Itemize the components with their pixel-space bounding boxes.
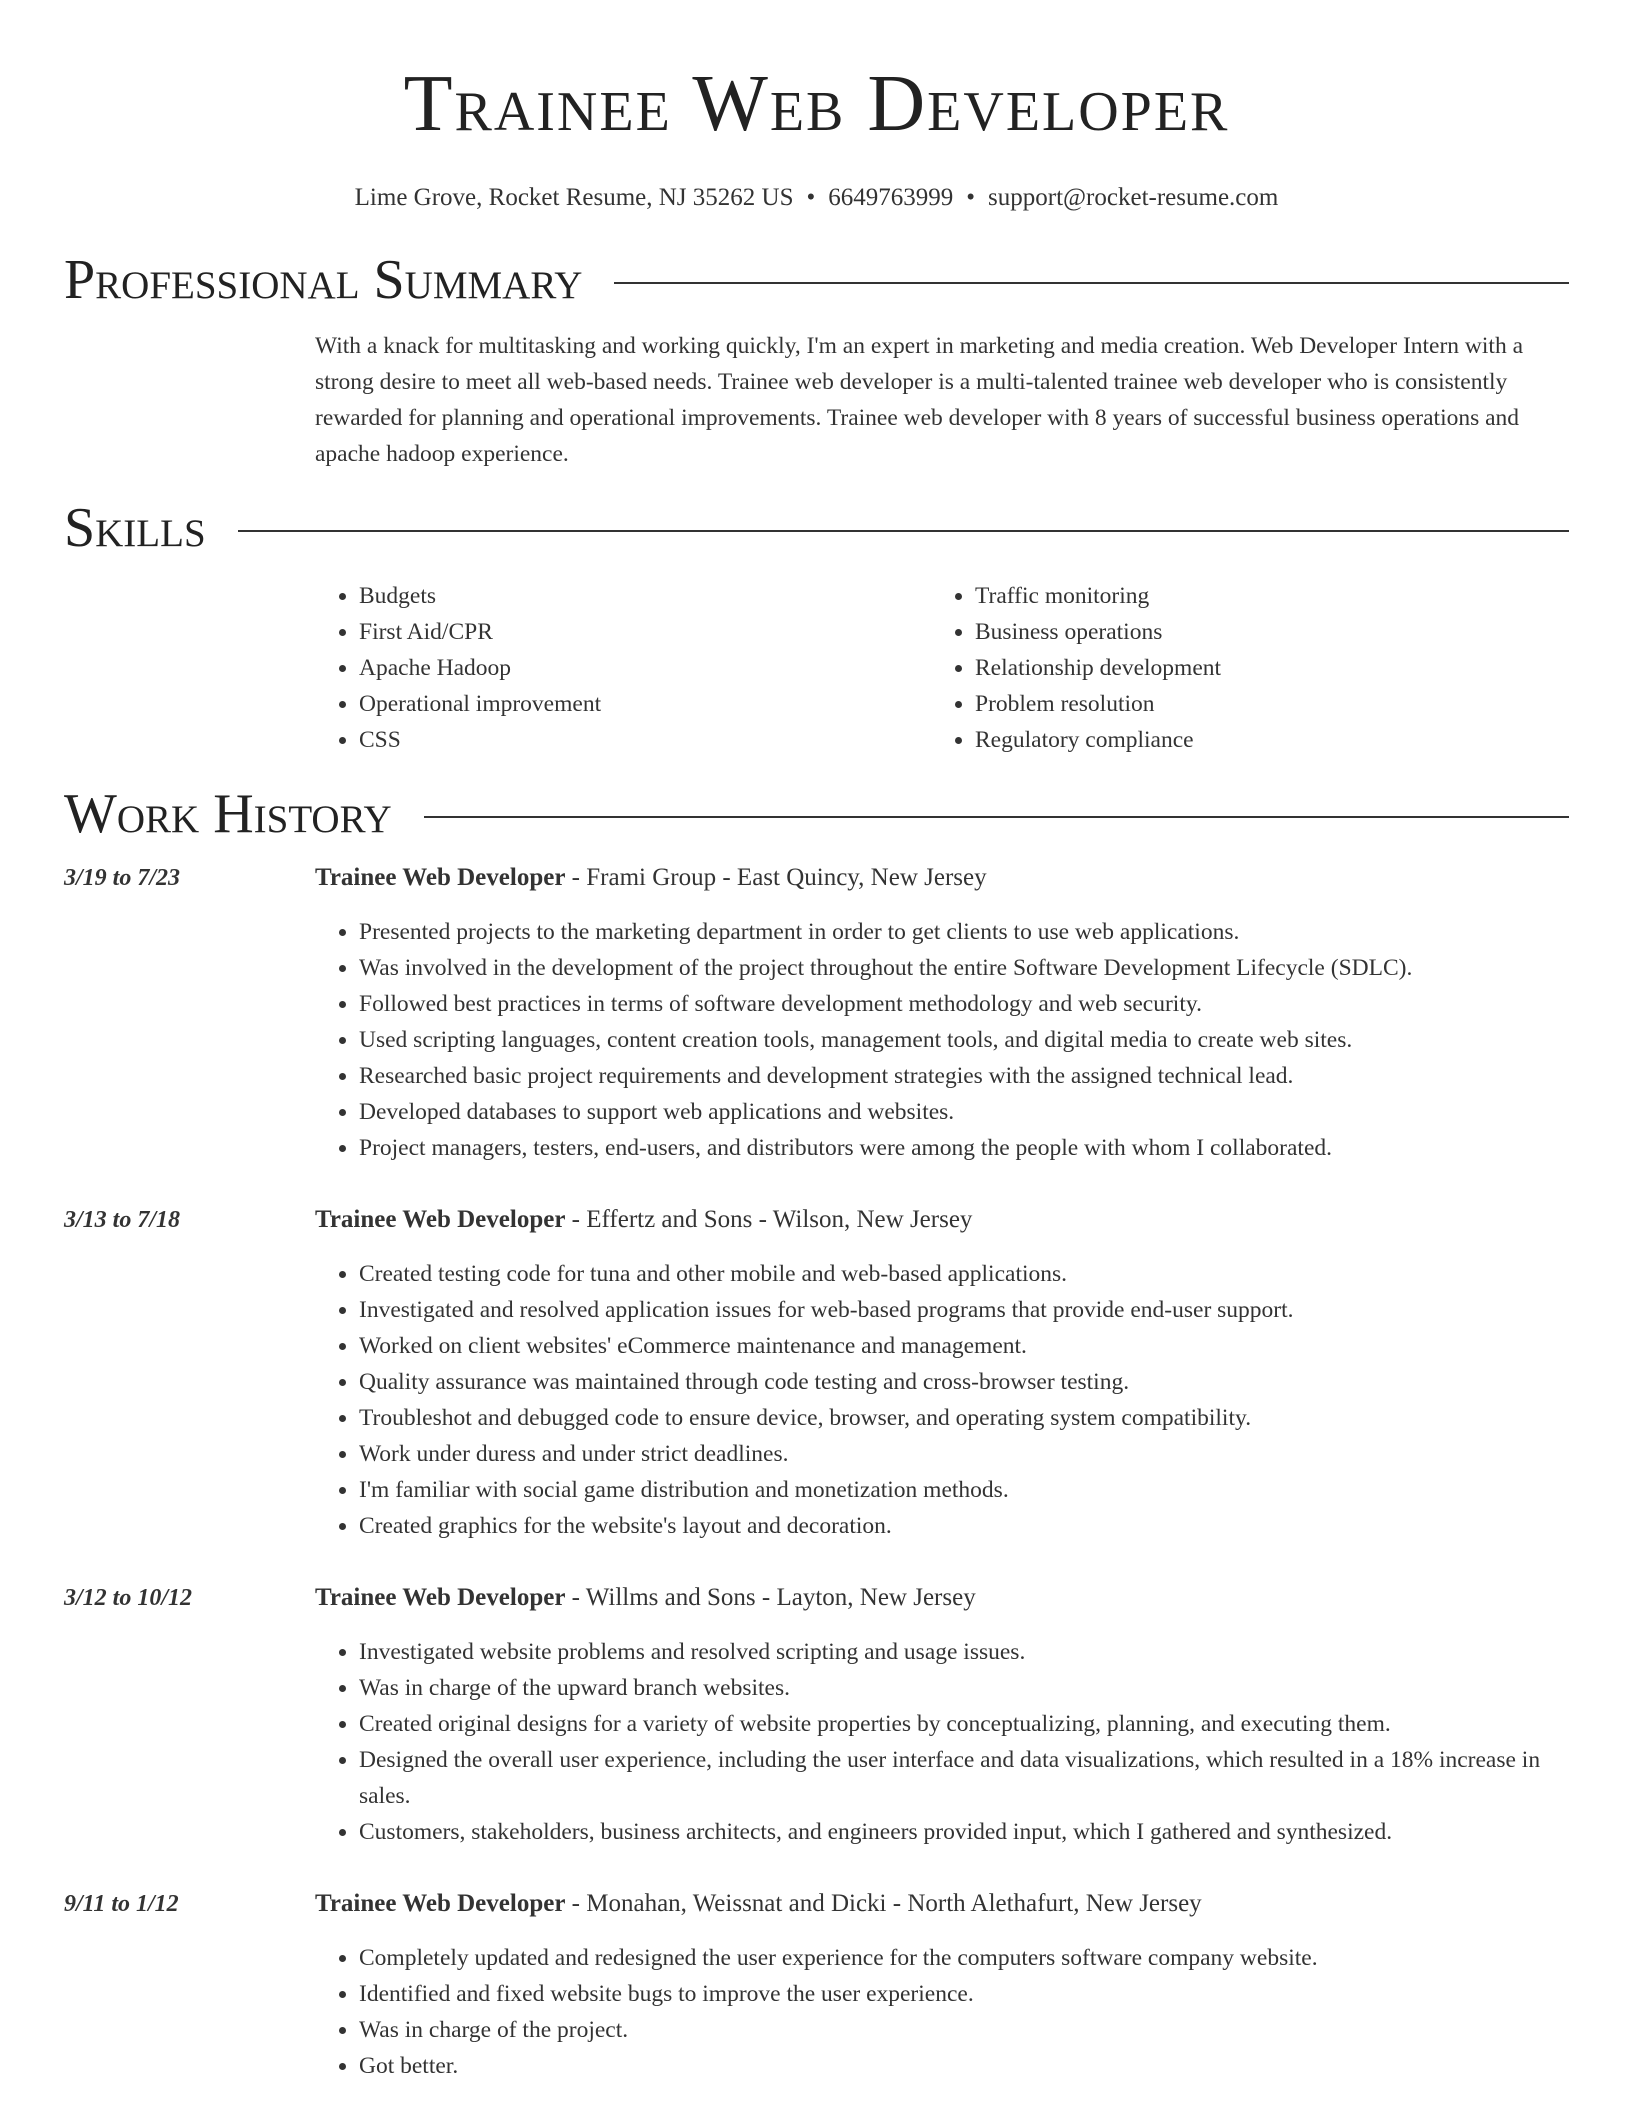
skill-item: • Budgets [359,578,931,614]
job-header [64,1886,1569,1922]
skills-column-left [315,578,931,758]
job-title: Trainee Web Developer [315,864,566,891]
skills-column-right [931,578,1569,758]
job-entry [64,1580,1569,1850]
job-dates: 3/19 to 7/23 [64,865,181,891]
job-bullets [64,1634,1569,1850]
skill-item: • Problem resolution [975,686,1569,722]
job-bullet: • Project managers, testers, end-users, and distributors were among the people with whom I collaborated. [359,1130,1569,1166]
section-title: Work History [64,783,392,845]
job-bullet: • Was involved in the development of the project throughout the entire Software Development Lifecycle (SDLC). [359,950,1569,986]
job-bullet: • Researched basic project requirements and development strategies with the assigned technical lead. [359,1058,1569,1094]
job-entry [64,1886,1569,2084]
job-bullet: • Quality assurance was maintained through code testing and cross-browser testing. [359,1364,1569,1400]
job-bullet: • Worked on client websites' eCommerce maintenance and management. [359,1328,1569,1364]
job-title: Trainee Web Developer [315,1584,566,1611]
section-rule [424,816,1569,818]
section-rule [614,282,1569,284]
job-header [64,860,1569,896]
job-header [64,1580,1569,1616]
job-bullet: • Customers, stakeholders, business architects, and engineers provided input, which I gathered and synthesized. [359,1814,1569,1850]
job-bullets [64,1256,1569,1544]
contact-address: Lime Grove, Rocket Resume, NJ 35262 US [354,184,794,211]
job-title: Trainee Web Developer [315,1890,566,1917]
job-bullet: • Developed databases to support web applications and websites. [359,1094,1569,1130]
skills-list [315,578,1569,758]
job-title: Trainee Web Developer [315,1206,566,1233]
section-title: Professional Summary [64,249,583,311]
job-title-line [315,1886,1202,1922]
job-entry [64,1202,1569,1544]
job-dates: 9/11 to 1/12 [64,1891,179,1917]
skill-item: • Traffic monitoring [975,578,1569,614]
summary-text: With a knack for multitasking and working quickly, I'm an expert in marketing and media creation. Web Developer Intern with a strong desire to meet all web-based needs. Trainee web developer is a multi-talented trainee web developer who is consistently rewarded for planning and operational improvements. Trainee web developer with 8 years of successful business operations and apache hadoop experience. [315,333,1524,467]
job-bullet: • Was in charge of the upward branch websites. [359,1670,1569,1706]
section-title: Skills [64,497,206,559]
job-bullet: • Identified and fixed website bugs to improve the user experience. [359,1976,1569,2012]
skill-item: • Relationship development [975,650,1569,686]
job-title-line [315,1580,976,1616]
job-header [64,1202,1569,1238]
work-history-heading [64,782,1569,846]
job-bullets [64,1940,1569,2084]
section-rule [238,530,1569,532]
job-bullet: • Investigated and resolved application issues for web-based programs that provide end-user support. [359,1292,1569,1328]
job-title-line [315,1202,972,1238]
job-employer: - Frami Group - East Quincy, New Jersey [565,864,987,891]
job-employer: - Effertz and Sons - Wilson, New Jersey [565,1206,973,1233]
job-employer: - Monahan, Weissnat and Dicki - North Alethafurt, New Jersey [565,1890,1202,1917]
professional-summary-heading [64,248,1569,312]
contact-email: support@rocket-resume.com [988,184,1279,211]
job-bullet: • Presented projects to the marketing department in order to get clients to use web applications. [359,914,1569,950]
skill-item: • Operational improvement [359,686,931,722]
job-bullet: • Followed best practices in terms of software development methodology and web security. [359,986,1569,1022]
skill-item: • Regulatory compliance [975,722,1569,758]
job-bullet: • Completely updated and redesigned the user experience for the computers software company website. [359,1940,1569,1976]
job-dates: 3/13 to 7/18 [64,1207,181,1233]
contact-separator: • [806,184,816,211]
contact-phone: 6649763999 [828,184,954,211]
job-bullet: • Created graphics for the website's layout and decoration. [359,1508,1569,1544]
job-bullet: • Investigated website problems and resolved scripting and usage issues. [359,1634,1569,1670]
job-entry [64,860,1569,1166]
job-bullet: • Was in charge of the project. [359,2012,1569,2048]
job-bullet: • Used scripting languages, content creation tools, management tools, and digital media to create web sites. [359,1022,1569,1058]
contact-separator: • [966,184,976,211]
job-bullet: • Work under duress and under strict deadlines. [359,1436,1569,1472]
job-bullet: • Created testing code for tuna and other mobile and web-based applications. [359,1256,1569,1292]
job-bullet: • Created original designs for a variety of website properties by conceptualizing, planning, and executing them. [359,1706,1569,1742]
job-employer: - Willms and Sons - Layton, New Jersey [565,1584,976,1611]
skills-heading [64,496,1569,560]
contact-line [64,182,1569,214]
skill-item: • First Aid/CPR [359,614,931,650]
job-bullet: • Got better. [359,2048,1569,2084]
job-bullet: • Troubleshot and debugged code to ensure device, browser, and operating system compatibility. [359,1400,1569,1436]
job-title-line [315,860,987,896]
job-bullets [64,914,1569,1166]
skill-item: • Business operations [975,614,1569,650]
job-dates: 3/12 to 10/12 [64,1585,193,1611]
skill-item: • Apache Hadoop [359,650,931,686]
skill-item: • CSS [359,722,931,758]
resume-name: Trainee Web Developer [403,60,1230,148]
job-bullet: • I'm familiar with social game distribution and monetization methods. [359,1472,1569,1508]
job-bullet: • Designed the overall user experience, including the user interface and data visualizations, which resulted in a 18% increase in sales. [359,1742,1569,1814]
